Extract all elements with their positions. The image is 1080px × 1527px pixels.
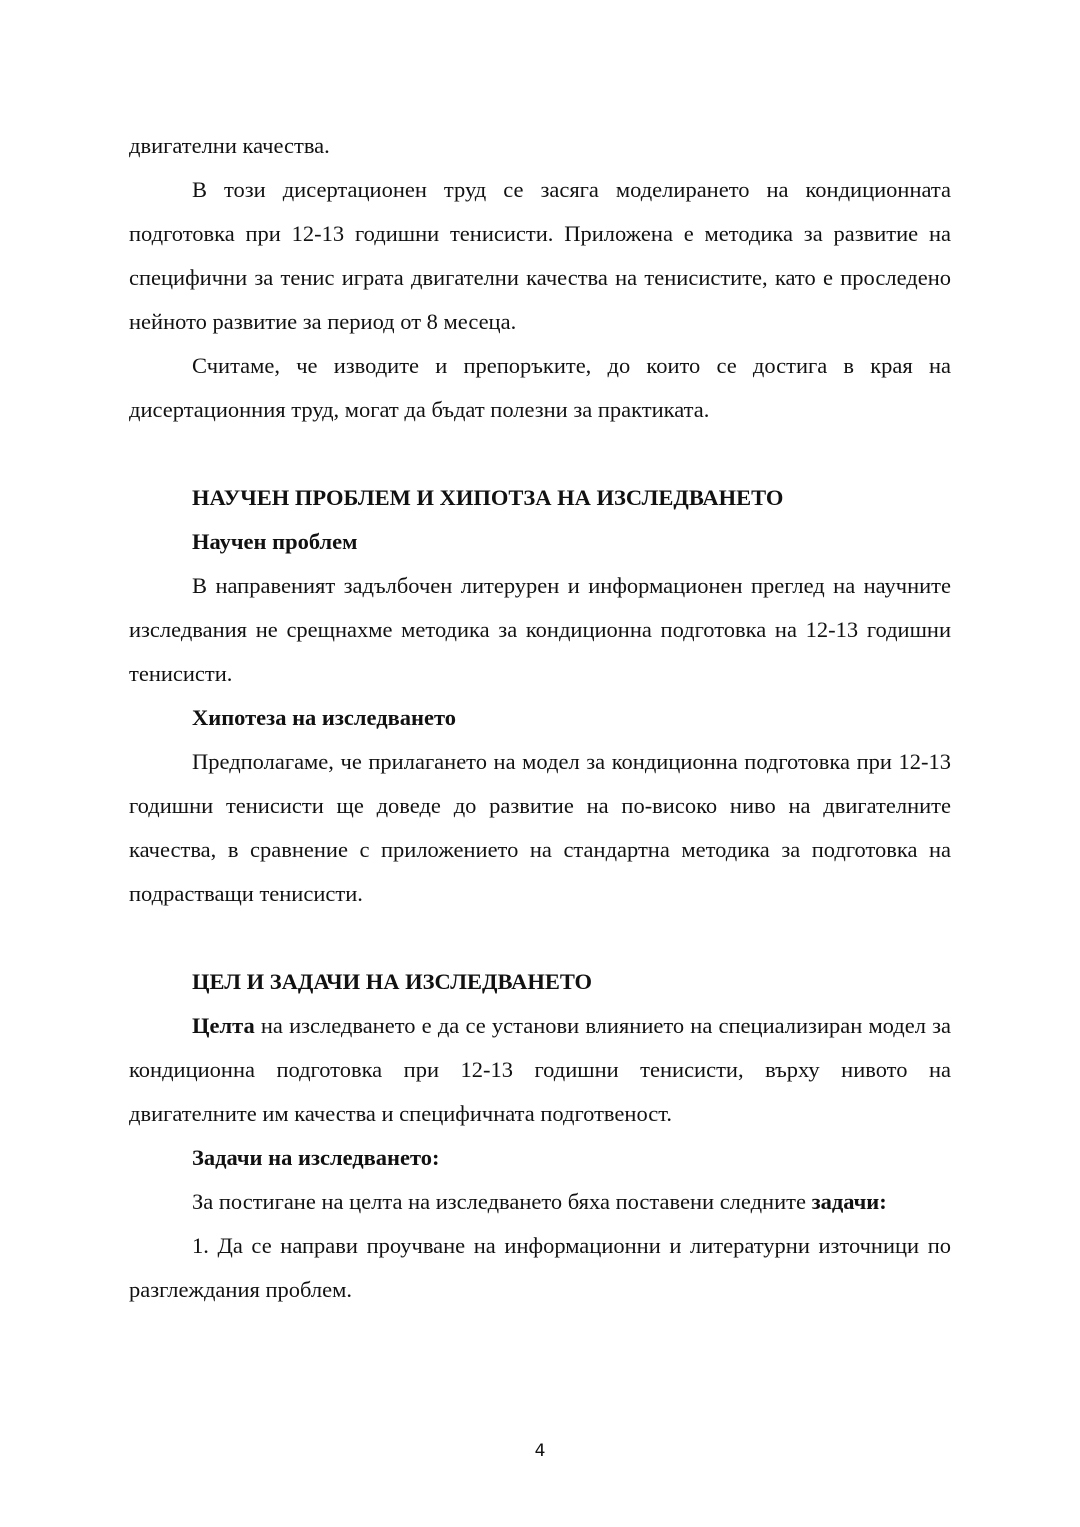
goal-paragraph (129, 1004, 951, 1136)
section-spacer (129, 916, 951, 960)
subheading-hypothesis: Хипотеза на изследването (192, 705, 456, 730)
section-spacer (129, 432, 951, 476)
goal-label: Целта (192, 1013, 255, 1038)
tasks-intro-bold: задачи: (811, 1189, 887, 1214)
section-heading-goal: ЦЕЛ И ЗАДАЧИ НА ИЗСЛЕДВАНЕТО (192, 969, 593, 994)
subheading-tasks: Задачи на изследването: (192, 1145, 440, 1170)
problem-paragraph: В направеният задълбочен литерурен и информационен преглед на научните изследвания не срещнахме методика за кондиционна подготовка на 12-13 годишни тенисисти. (129, 573, 951, 686)
goal-text: на изследването е да се установи влиянието на специализиран модел за кондиционна подготовка при 12-13 годишни тенисисти, върху нивото на двигателните им качества и специфичната подготвеност. (129, 1013, 951, 1126)
intro-paragraph-2: Считаме, че изводите и препоръките, до които се достига в края на дисертационния труд, могат да бъдат полезни за практиката. (129, 353, 951, 422)
tasks-intro-text: За постигане на целта на изследването бяха поставени следните (192, 1189, 812, 1214)
section-heading-problem: НАУЧЕН ПРОБЛЕМ И ХИПОТЗА НА ИЗСЛЕДВАНЕТО (192, 485, 784, 510)
task-item-1: 1. Да се направи проучване на информационни и литературни източници по разглеждания проблем. (129, 1233, 951, 1302)
intro-paragraph-1: В този дисертационен труд се засяга моделирането на кондиционната подготовка при 12-13 годишни тенисисти. Приложена е методика за развитие на специфични за тенис играта двигателни качества на тенисистите, като е проследено нейното развитие за период от 8 месеца. (129, 177, 951, 334)
subheading-scientific-problem: Научен проблем (192, 529, 358, 554)
paragraph-continuation: двигателни качества. (129, 133, 330, 158)
document-page (129, 124, 951, 1312)
tasks-intro-paragraph (129, 1180, 951, 1224)
page-number: 4 (534, 1441, 546, 1461)
hypothesis-paragraph: Предполагаме, че прилагането на модел за кондиционна подготовка при 12-13 годишни тенисисти ще доведе до развитие на по-високо ниво на двигателните качества, в сравнение с приложението на стандартна методика за подготовка на подрастващи тенисисти. (129, 749, 951, 906)
